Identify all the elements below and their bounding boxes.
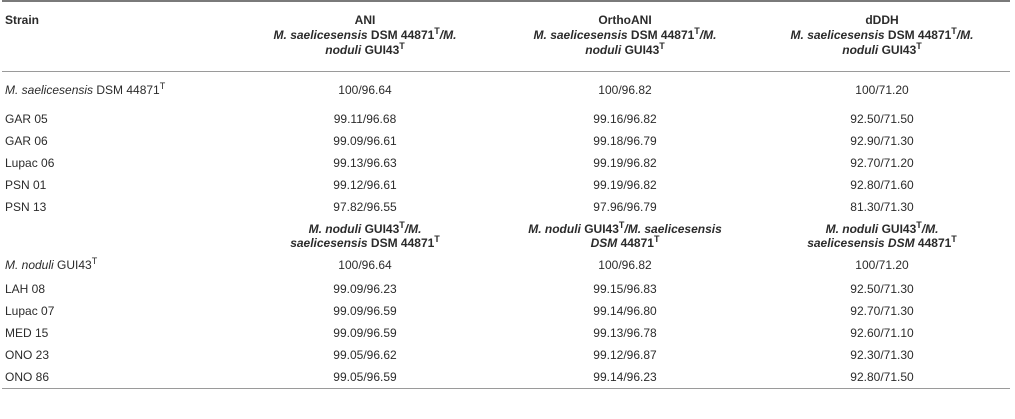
comparison-table [2,0,1010,389]
strain-column-header: Strain [5,13,40,27]
strain-name-cell: MED 15 [5,326,49,340]
table-row [2,196,1010,218]
ddh-value-cell: 100/71.20 [855,258,909,272]
strain-name-cell: Lupac 07 [5,304,55,318]
ddh-value-cell: 92.50/71.30 [850,282,914,296]
strain-name-cell: M. saelicesensis DSM $44871^T$ [5,81,166,97]
orthoani-value-cell: 97.96/96.79 [593,200,657,214]
orthoani-value-cell: 100/96.82 [598,83,652,97]
strain-name-cell: ONO 23 [5,348,50,362]
strain-name-cell: LAH 08 [5,282,46,296]
ddh-value-cell: 92.70/71.30 [850,304,914,318]
ddh-value-cell: 92.50/71.50 [850,112,914,126]
ddh-value-cell: 92.30/71.30 [850,348,914,362]
table-row [2,366,1010,389]
ani-value-cell: 99.13/96.63 [333,156,397,170]
section-subheader-ddh: M. noduli $GUI43^T/M$. saelicesensis DSM $44871^T$ [807,220,957,250]
table-row [2,300,1010,322]
ddh-column-header: dDDH M. saelicesensis DSM $44871^T/M$. noduli $GUI43^T$ [790,13,974,57]
ani-value-cell: 99.09/96.23 [333,282,397,296]
ani-value-cell: 99.09/96.59 [333,326,397,340]
table-row [2,130,1010,152]
ddh-value-cell: 81.30/71.30 [850,200,914,214]
ani-value-cell: 99.09/96.59 [333,304,397,318]
table-header-row [2,1,1010,72]
orthoani-value-cell: 99.18/96.79 [593,134,657,148]
section-subheader-orthoani: M. noduli $GUI43^T/M$. saelicesensis DSM $44871^T$ [528,220,722,250]
strain-name-cell: PSN 01 [5,178,47,192]
table-row [2,174,1010,196]
table-row-reference-noduli [2,252,1010,278]
ani-value-cell: 100/96.64 [338,258,392,272]
strain-name-cell: PSN 13 [5,200,47,214]
orthoani-value-cell: 99.12/96.87 [593,348,657,362]
orthoani-value-cell: 99.15/96.83 [593,282,657,296]
ddh-value-cell: 92.80/71.60 [850,178,914,192]
ani-value-cell: 99.09/96.61 [333,134,397,148]
orthoani-value-cell: 99.16/96.82 [593,112,657,126]
table-row [2,344,1010,366]
orthoani-value-cell: 99.14/96.23 [496,366,754,389]
section-subheader-row [2,218,1010,252]
ani-value-cell: 100/96.64 [338,83,392,97]
ani-column-header: ANI M. saelicesensis DSM $44871^T/M$. noduli $GUI43^T$ [273,13,457,57]
table-row [2,322,1010,344]
strain-name-cell: GAR 05 [5,112,48,126]
table-row [2,108,1010,130]
ani-value-cell: 99.05/96.62 [333,348,397,362]
section-subheader-empty [2,218,234,252]
orthoani-value-cell: 100/96.82 [598,258,652,272]
ddh-value-cell: 92.70/71.20 [850,156,914,170]
table-row [2,152,1010,174]
orthoani-value-cell: 99.13/96.78 [593,326,657,340]
ddh-value-cell: 92.90/71.30 [850,134,914,148]
section-subheader-ani: M. noduli $GUI43^T/M$. saelicesensis DSM $44871^T$ [290,220,440,250]
table-row [2,278,1010,300]
ddh-value-cell: 92.60/71.10 [850,326,914,340]
strain-name-cell: ONO 86 [2,366,234,389]
strain-name-cell: GAR 06 [5,134,48,148]
orthoani-value-cell: 99.19/96.82 [593,156,657,170]
ani-value-cell: 99.12/96.61 [333,178,397,192]
ani-value-cell: 97.82/96.55 [333,200,397,214]
ddh-value-cell: 92.80/71.50 [754,366,1010,389]
ani-value-cell: 99.05/96.59 [234,366,496,389]
table-row-reference-saelicesensis [2,72,1010,109]
orthoani-value-cell: 99.19/96.82 [593,178,657,192]
orthoani-value-cell: 99.14/96.80 [593,304,657,318]
strain-name-cell: M. noduli $GUI43^T$ [5,256,98,272]
orthoani-column-header: OrthoANI M. saelicesensis DSM $44871^T/M$. noduli $GUI43^T$ [533,13,717,57]
ani-value-cell: 99.11/96.68 [333,112,397,126]
ddh-value-cell: 100/71.20 [855,83,909,97]
strain-name-cell: Lupac 06 [5,156,55,170]
